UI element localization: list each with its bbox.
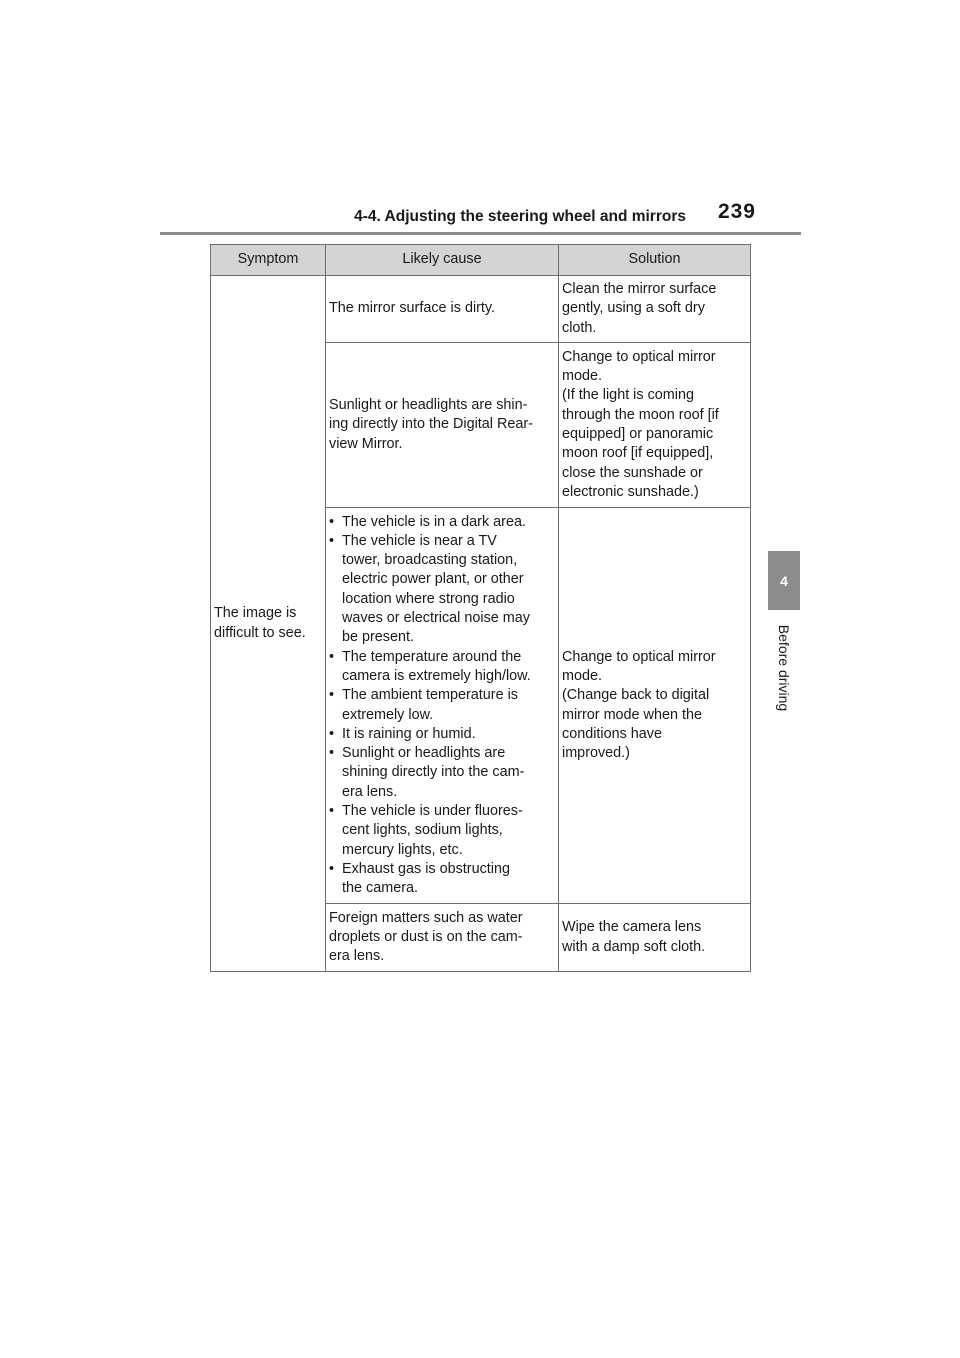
cause-cell: [326, 508, 559, 904]
list-item: • It is raining or humid.: [329, 725, 555, 744]
solution-cell: Wipe the camera lens with a damp soft cloth.: [559, 904, 751, 972]
cause-list: [329, 513, 555, 899]
section-title: 4-4. Adjusting the steering wheel and mirrors: [354, 208, 686, 225]
chapter-label: Before driving: [776, 624, 792, 712]
column-header-solution: Solution: [559, 245, 751, 276]
page-header: [160, 200, 800, 232]
troubleshooting-table: [210, 244, 751, 972]
cause-cell: Foreign matters such as water droplets or dust is on the cam- era lens.: [326, 904, 559, 972]
symptom-cell: The image is difficult to see.: [211, 276, 326, 972]
list-item: • The vehicle is under fluores- cent lights, sodium lights, mercury lights, etc.: [329, 802, 555, 860]
table-header-row: [211, 245, 751, 276]
page-number: 239: [717, 200, 756, 223]
solution-cell: Change to optical mirror mode. (Change back to digital mirror mode when the conditions have improved.): [559, 508, 751, 904]
column-header-symptom: Symptom: [211, 245, 326, 276]
list-item: • The temperature around the camera is extremely high/low.: [329, 648, 555, 687]
chapter-tab: [768, 551, 800, 610]
column-header-likely-cause: Likely cause: [326, 245, 559, 276]
list-item: • Sunlight or headlights are shining directly into the cam- era lens.: [329, 744, 555, 802]
cause-cell: The mirror surface is dirty.: [326, 276, 559, 343]
chapter-number: 4: [780, 572, 788, 589]
list-item: • The ambient temperature is extremely low.: [329, 686, 555, 725]
list-item: • Exhaust gas is obstructing the camera.: [329, 860, 555, 899]
solution-cell: Clean the mirror surface gently, using a soft dry cloth.: [559, 276, 751, 343]
list-item: • The vehicle is in a dark area.: [329, 513, 555, 532]
header-divider: [160, 232, 801, 235]
solution-cell: Change to optical mirror mode. (If the light is coming through the moon roof [if equipped] or panoramic moon roof [if equipped], close the sunshade or electronic sunshade.): [559, 343, 751, 508]
cause-cell: Sunlight or headlights are shin- ing directly into the Digital Rear- view Mirror.: [326, 343, 559, 508]
table-row: [211, 276, 751, 343]
list-item: • The vehicle is near a TV tower, broadcasting station, electric power plant, or other location where strong radio waves or electrical noise may be present.: [329, 532, 555, 648]
